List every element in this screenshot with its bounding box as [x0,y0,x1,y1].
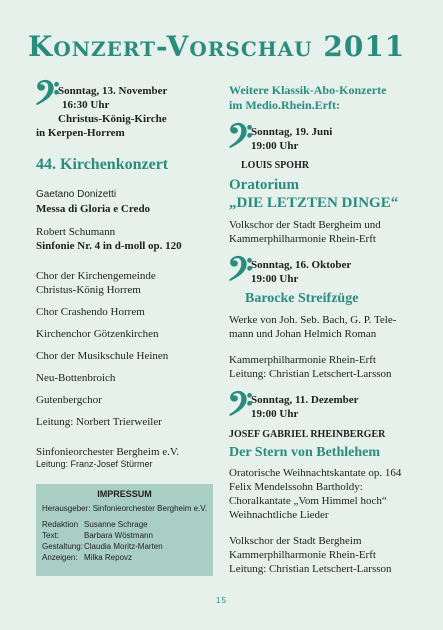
choir-item: Kirchenchor Götzenkirchen [36,328,159,340]
event-place: Christus-König-Kirche [58,113,167,125]
event-2-date: Sonntag, 16. Oktober [251,259,352,271]
impressum-row [36,530,213,541]
impressum-box [36,484,213,576]
impressum-key: Anzeigen: [42,553,78,562]
event-3-title: Der Stern von Bethlehem [229,445,380,460]
choir-item: Chor Crashendo Horrem [36,306,145,318]
event-1-date: Sonntag, 19. Juni [251,126,333,138]
event-1-composer: LOUIS SPOHR [241,160,310,171]
concert-heading: 44. Kirchenkonzert [36,156,169,173]
bass-clef-icon: 𝄢 [34,74,60,121]
choir-list [36,269,216,429]
event-2-title: Barocke Streifzüge [245,291,359,306]
right-column [229,78,419,576]
choir-lead: Leitung: Norbert Trierweiler [36,416,162,428]
event-3-date: Sonntag, 11. Dezember [251,394,359,406]
composer-2: Robert Schumann [36,226,116,238]
event-3-text: Oratorische Weihnachtskantate op. 164 [229,467,402,479]
event-date: Sonntag, 13. November [58,85,168,97]
event-2-time: 19:00 Uhr [251,273,299,285]
bass-clef-icon: 𝄢 [227,117,253,164]
event-1-text: Kammerphilharmonie Rhein-Erft [229,233,376,245]
event-2-text: mann und Johan Helmich Roman [229,328,377,340]
impressum-value: Claudia Moritz-Marten [84,542,163,551]
event-2-text: Werke von Joh. Seb. Bach, G. P. Tele- [229,314,397,326]
event-3-text: Volkschor der Stadt Bergheim [229,535,362,547]
impressum-key: Gestaltung: [42,542,83,551]
event-1-text: Volkschor der Stadt Bergheim und [229,219,381,231]
event-3-time: 19:00 Uhr [251,408,299,420]
impressum-title: IMPRESSUM [97,489,152,499]
impressum-key: Redaktion [42,520,79,529]
impressum-row [36,541,213,552]
event-place-2: in Kerpen-Horrem [36,127,125,139]
work-1: Messa di Gloria e Credo [36,203,151,215]
page-title: Konzert-Vorschau 2011 [28,30,406,63]
event-3-composer: JOSEF GABRIEL RHEINBERGER [229,429,386,440]
composer-1: Gaetano Donizetti [36,189,117,200]
event-3-text: Choralkantate „Vom Himmel hoch“ [229,495,387,507]
impressum-row [36,552,213,563]
event-2-text: Kammerphilharmonie Rhein-Erft [229,354,376,366]
event-1 [227,117,419,164]
right-heading-1: Weitere Klassik-Abo-Konzerte [229,83,387,97]
choir-item: Christus-König Horrem [36,284,141,296]
bass-clef-icon: 𝄢 [227,385,253,432]
event-3-text: Kammerphilharmonie Rhein-Erft [229,549,376,561]
choir-item: Neu-Bottenbroich [36,372,116,384]
event-3-text: Felix Mendelssohn Bartholdy: [229,481,363,493]
orchestra-lead: Leitung: Franz-Josef Stürmer [36,459,153,469]
work-2: Sinfonie Nr. 4 in d-moll op. 120 [36,240,182,252]
right-heading-2: im Medio.Rhein.Erft: [229,98,340,112]
impressum-key: Text: [42,531,59,540]
orchestra: Sinfonieorchester Bergheim e.V. [36,446,180,458]
impressum-value: Barbara Wöstmann [84,531,153,540]
event-3-text: Leitung: Christian Letschert-Larsson [229,563,392,575]
event-1-time: 19:00 Uhr [251,140,299,152]
impressum-row [36,519,213,530]
choir-item: Chor der Kirchengemeinde [36,270,156,282]
event-3-text: Weihnachtliche Lieder [229,509,329,521]
impressum-value: Milka Repovz [84,553,133,562]
event-1-subtitle: „DIE LETZTEN DINGE“ [229,195,399,211]
event-2 [227,250,419,297]
left-column [34,74,216,470]
choir-item: Chor der Musikschule Heinen [36,350,169,362]
event-block [34,74,216,126]
event-2-text: Leitung: Christian Letschert-Larsson [229,368,392,380]
event-time: 16:30 Uhr [62,99,110,111]
bass-clef-icon: 𝄢 [227,250,253,297]
choir-item: Gutenbergchor [36,394,102,406]
event-3 [227,385,419,432]
impressum-value: Susanne Schrage [84,520,148,529]
page-number: 15 [216,596,227,605]
event-1-title: Oratorium [229,177,299,193]
impressum-publisher: Herausgeber: Sinfonieorchester Bergheim e.V. [42,504,208,513]
